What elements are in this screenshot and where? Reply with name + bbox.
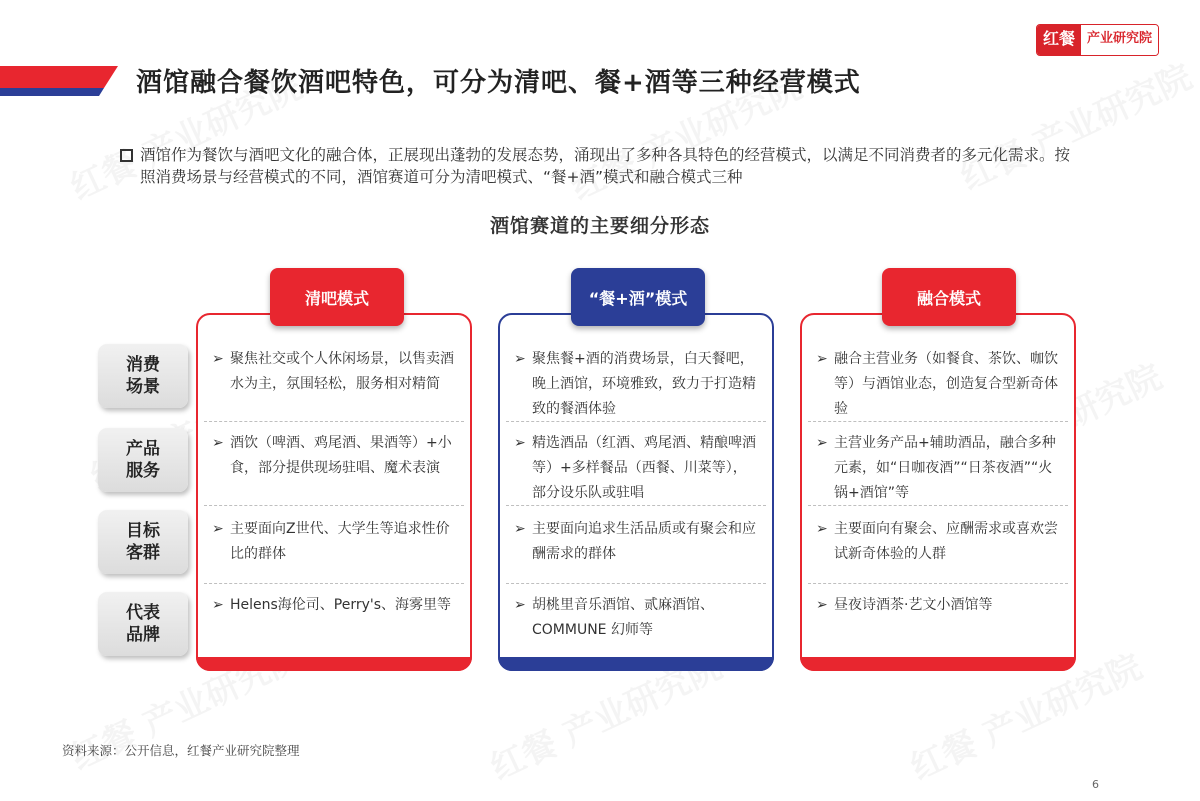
column-header-canjiu: “餐+酒”模式 [571,268,705,326]
section-subtitle: 酒馆赛道的主要细分形态 [489,215,710,237]
square-bullet-icon [120,149,133,162]
arrow-bullet-icon: ➢ [816,351,828,367]
row-divider [506,505,766,506]
cell-brands: ➢ Helens海伦司、Perry's、海雾里等 [212,593,456,618]
row-divider [808,505,1068,506]
cell-audience: ➢ 主要面向追求生活品质或有聚会和应酬需求的群体 [514,517,758,567]
logo-sub-text: 产业研究院 [1081,25,1158,55]
arrow-bullet-icon: ➢ [212,351,224,367]
arrow-bullet-icon: ➢ [514,597,526,613]
arrow-bullet-icon: ➢ [514,435,526,451]
row-divider [204,583,464,584]
row-divider [506,583,766,584]
cell-product: ➢ 主营业务产品+辅助酒品，融合多种元素，如“日咖夜酒”“日茶夜酒”“火锅+酒馆”等 [816,431,1060,506]
cell-scene: ➢ 聚焦社交或个人休闲场景，以售卖酒水为主，氛围轻松，服务相对精简 [212,347,456,397]
title-accent-stripe [0,66,118,96]
arrow-bullet-icon: ➢ [816,435,828,451]
cell-audience: ➢ 主要面向有聚会、应酬需求或喜欢尝试新奇体验的人群 [816,517,1060,567]
column-qingba [196,313,472,671]
cell-product: ➢ 酒饮（啤酒、鸡尾酒、果酒等）+小食，部分提供现场驻唱、魔术表演 [212,431,456,481]
row-divider [808,421,1068,422]
arrow-bullet-icon: ➢ [514,351,526,367]
cell-scene: ➢ 聚焦餐+酒的消费场景，白天餐吧，晚上酒馆，环境雅致，致力于打造精致的餐酒体验 [514,347,758,422]
page-title: 酒馆融合餐饮酒吧特色，可分为清吧、餐+酒等三种经营模式 [136,68,861,98]
arrow-bullet-icon: ➢ [212,521,224,537]
intro-text: 酒馆作为餐饮与酒吧文化的融合体，正展现出蓬勃的发展态势，涌现出了多种各具特色的经营模式，以满足不同消费者的多元化需求。按照消费场景与经营模式的不同，酒馆赛道可分为清吧模式、“餐+酒”模式和融合模式三种 [140,146,1071,186]
arrow-bullet-icon: ➢ [212,597,224,613]
arrow-bullet-icon: ➢ [212,435,224,451]
cell-scene: ➢ 融合主营业务（如餐食、茶饮、咖饮等）与酒馆业态，创造复合型新奇体验 [816,347,1060,422]
intro-paragraph [140,144,1070,188]
brand-logo [1036,24,1159,56]
cell-brands: ➢ 昼夜诗酒茶·艺文小酒馆等 [816,593,1060,618]
column-footer-bar [196,657,472,671]
column-header-ronghe: 融合模式 [882,268,1016,326]
row-divider [506,421,766,422]
arrow-bullet-icon: ➢ [816,597,828,613]
column-ronghe [800,313,1076,671]
row-divider [204,505,464,506]
logo-brand-text: 红餐 [1037,25,1081,55]
row-label-brands: 代表 品牌 [98,592,188,656]
column-footer-bar [498,657,774,671]
page-number: 6 [1092,778,1099,791]
row-divider [808,583,1068,584]
cell-product: ➢ 精选酒品（红酒、鸡尾酒、精酿啤酒等）+多样餐品（西餐、川菜等），部分设乐队或驻唱 [514,431,758,506]
arrow-bullet-icon: ➢ [816,521,828,537]
column-canjiu [498,313,774,671]
source-note: 资料来源：公开信息，红餐产业研究院整理 [62,743,300,758]
column-header-qingba: 清吧模式 [270,268,404,326]
row-label-audience: 目标 客群 [98,510,188,574]
row-label-product: 产品 服务 [98,428,188,492]
cell-audience: ➢ 主要面向Z世代、大学生等追求性价比的群体 [212,517,456,567]
row-label-scene: 消费 场景 [98,344,188,408]
row-divider [204,421,464,422]
column-footer-bar [800,657,1076,671]
arrow-bullet-icon: ➢ [514,521,526,537]
cell-brands: ➢ 胡桃里音乐酒馆、贰麻酒馆、COMMUNE 幻师等 [514,593,758,643]
